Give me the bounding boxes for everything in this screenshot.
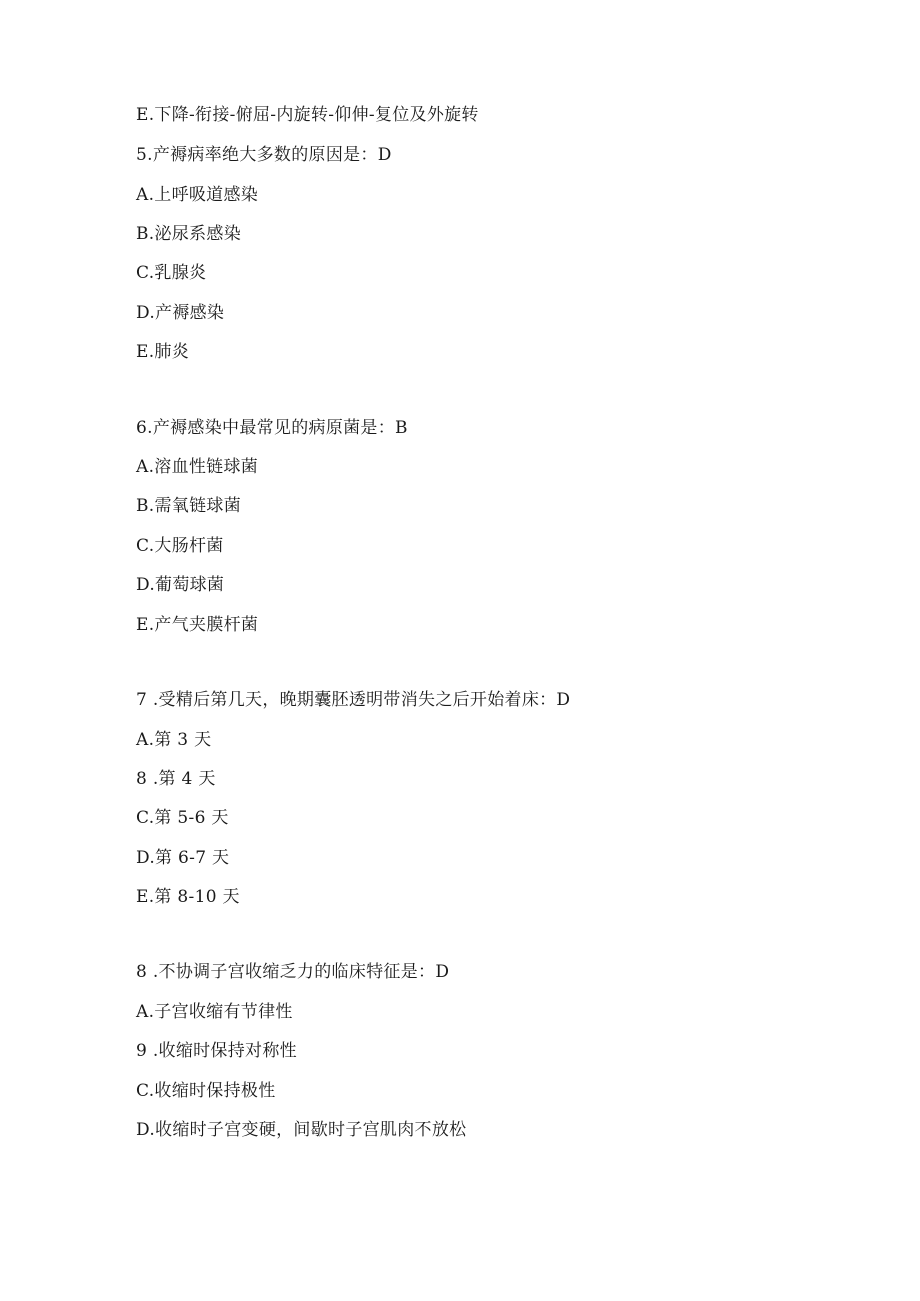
option-a-q5: A.上呼吸道感染 [136,185,259,205]
question-7: 7 .受精后第几天，晚期囊胚透明带消失之后开始着床：D [136,690,571,710]
option-a-q8: A.子宫收缩有节律性 [136,1002,293,1022]
question-5: 5.产褥病率绝大多数的原因是：D [136,145,392,165]
option-d-q6: D.葡萄球菌 [136,575,225,595]
option-c-q8: C.收缩时保持极性 [136,1081,276,1101]
option-e-q5: E.肺炎 [136,342,190,362]
option-a-q7: A.第 3 天 [136,730,212,750]
option-e-q7: E.第 8-10 天 [136,887,240,907]
option-b-q6: B.需氧链球菌 [136,496,241,516]
option-b-q7: 8 .第 4 天 [136,769,216,789]
option-c-q5: C.乳腺炎 [136,263,207,283]
option-e-q4: E.下降-衔接-俯屈-内旋转-仰伸-复位及外旋转 [136,105,479,125]
option-b-q8: 9 .收缩时保持对称性 [136,1041,297,1061]
option-a-q6: A.溶血性链球菌 [136,457,259,477]
question-8: 8 .不协调子宫收缩乏力的临床特征是：D [136,962,450,982]
question-6: 6.产褥感染中最常见的病原菌是：B [136,418,408,438]
option-c-q7: C.第 5-6 天 [136,808,229,828]
option-e-q6: E.产气夹膜杆菌 [136,615,259,635]
option-b-q5: B.泌尿系感染 [136,224,241,244]
option-d-q8: D.收缩时子宫变硬，间歇时子宫肌肉不放松 [136,1120,467,1140]
option-d-q7: D.第 6-7 天 [136,848,230,868]
option-d-q5: D.产褥感染 [136,303,225,323]
option-c-q6: C.大肠杆菌 [136,536,224,556]
